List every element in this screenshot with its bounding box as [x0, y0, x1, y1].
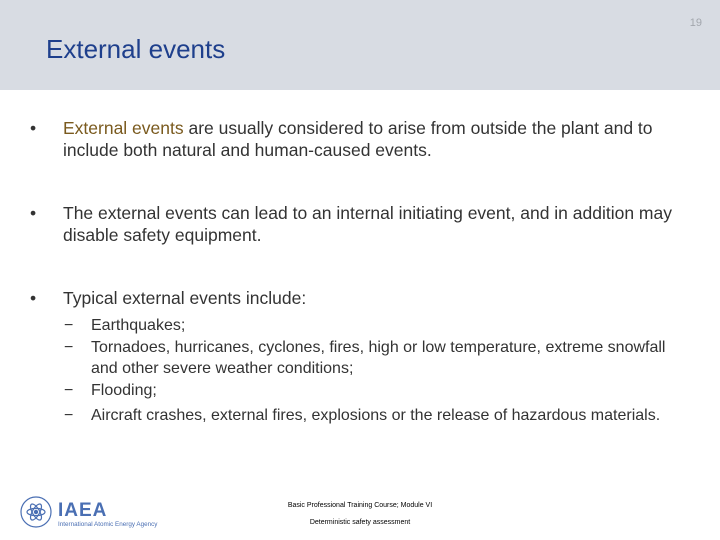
atom-emblem-icon [21, 497, 51, 527]
logo-wordmark: IAEA [58, 500, 108, 521]
bullet-text-rest: are usually considered to arise from outside the plant and to include both natural and human-caused events. [63, 118, 653, 160]
slide-title: External events [46, 34, 226, 64]
sub-text: Flooding; [91, 382, 157, 399]
logo-subtitle: International Atomic Energy Agency [58, 521, 158, 528]
bullet-text: The external events can lead to an internal initiating event, and in addition may disable safety equipment. [63, 203, 672, 245]
sub-marker: − [64, 407, 74, 424]
footer-module-title: Deterministic safety assessment [309, 519, 411, 526]
bullet-marker: • [30, 118, 37, 138]
bullet-marker: • [30, 288, 37, 308]
sub-marker: − [64, 382, 74, 399]
sub-text: Tornadoes, hurricanes, cyclones, fires, high or low temperature, extreme snowfall and other severe weather conditions; [91, 339, 666, 377]
sub-marker: − [64, 339, 74, 356]
iaea-logo [18, 494, 178, 530]
page-number: 19 [689, 17, 702, 29]
sub-marker: − [64, 317, 74, 334]
bullet-text [63, 117, 703, 161]
bullet-highlight: External events [63, 118, 184, 138]
sub-text: Aircraft crashes, external fires, explosions or the release of hazardous materials. [91, 407, 661, 424]
footer-course: Basic Professional Training Course; Module VI [287, 502, 433, 509]
sub-text: Earthquakes; [91, 317, 186, 334]
bullet-text: Typical external events include: [63, 288, 307, 308]
bullet-marker: • [30, 203, 37, 223]
